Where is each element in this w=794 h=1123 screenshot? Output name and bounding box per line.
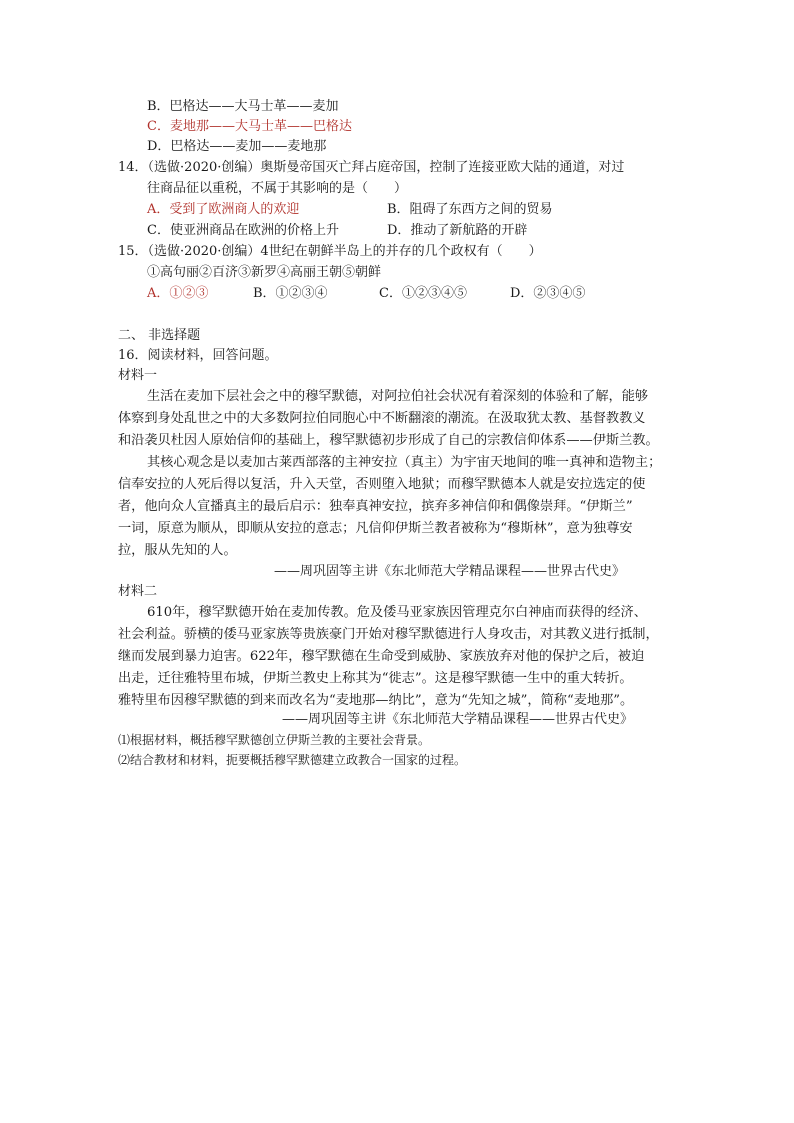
material-2-line: 继而发展到暴力迫害。622年，穆罕默德在生命受到威胁、家族放弃对他的保护之后，被迫 xyxy=(118,649,645,664)
q14-stem-line1: 14．（选做·2020·创编）奥斯曼帝国灭亡拜占庭帝国，控制了连接亚欧大陆的通道，对过 xyxy=(118,160,625,175)
material-1-title: 材料一 xyxy=(118,368,158,383)
q15-option-b: B．①②③④ xyxy=(253,286,328,301)
material-1-line: 其核心观念是以麦加古莱西部落的主神安拉（真主）为宇宙天地间的唯一真神和造物主； xyxy=(147,455,662,470)
q14-option-d: D．推动了新航路的开辟 xyxy=(387,223,528,238)
q16-stem: 16．阅读材料，回答问题。 xyxy=(118,348,278,363)
material-1-line: 生活在麦加下层社会之中的穆罕默德，对阿拉伯社会状况有着深刻的体验和了解，能够 xyxy=(147,389,649,404)
material-2-line: 出走，迁往雅特里布城，伊斯兰教史上称其为“徙志”。这是穆罕默德一生中的重大转折。 xyxy=(118,671,633,686)
material-1-line: 和沿袭贝杜因人原始信仰的基础上，穆罕默德初步形成了自己的宗教信仰体系——伊斯兰教。 xyxy=(118,433,659,448)
material-2-line: 社会利益。骄横的倭马亚家族等贵族豪门开始对穆罕默德进行人身攻击，对其教义进行抵制， xyxy=(118,627,659,642)
material-1-line: 一词，原意为顺从，即顺从安拉的意志；凡信仰伊斯兰教者被称为“穆斯林”，意为独尊安 xyxy=(118,521,633,536)
material-2-line: 610年，穆罕默德开始在麦加传教。危及倭马亚家族因管理克尔白神庙而获得的经济、 xyxy=(147,605,647,620)
material-1-source: ——周巩固等主讲《东北师范大学精品课程——世界古代史》 xyxy=(274,564,626,579)
material-1-line: 者，他向众人宣播真主的最后启示：独奉真神安拉，摈弃多神信仰和偶像崇拜。“伊斯兰” xyxy=(118,499,633,514)
section-heading: 二、 非选择题 xyxy=(118,328,201,343)
material-2-line: 雅特里布因穆罕默德的到来而改名为“麦地那—纳比”，意为“先知之城”，简称“麦地那”。 xyxy=(118,693,634,708)
q15-items: ①高句丽②百济③新罗④高丽王朝⑤朝鲜 xyxy=(147,265,382,280)
material-1-line: 体察到身处乱世之中的大多数阿拉伯同胞心中不断翻滚的潮流。在汲取犹太教、基督教教义 xyxy=(118,411,646,426)
q13-option-d: D．巴格达——麦加——麦地那 xyxy=(147,139,327,154)
q15-stem: 15．（选做·2020·创编）4世纪在朝鲜半岛上的并存的几个政权有（ ） xyxy=(118,244,542,259)
material-2-title: 材料二 xyxy=(118,584,158,599)
q14-option-b: B．阻碍了东西方之间的贸易 xyxy=(387,202,553,217)
q14-option-a: A．受到了欧洲商人的欢迎 xyxy=(147,202,300,217)
q15-option-d: D．②③④⑤ xyxy=(510,286,586,301)
q13-option-c: C．麦地那——大马士革——巴格达 xyxy=(147,119,352,134)
material-2-source: ——周巩固等主讲《东北师范大学精品课程——世界古代史》 xyxy=(282,712,634,727)
q15-option-a: A．①②③ xyxy=(147,286,209,301)
q13-option-b: B．巴格达——大马士革——麦加 xyxy=(147,99,339,114)
sub-question-1: ⑴根据材料，概括穆罕默德创立伊斯兰教的主要社会背景。 xyxy=(118,733,431,747)
sub-question-2: ⑵结合教材和材料，扼要概括穆罕默德建立政教合一国家的过程。 xyxy=(118,753,467,767)
q15-option-c: C．①②③④⑤ xyxy=(379,286,467,301)
material-1-line: 信奉安拉的人死后得以复活，升入天堂，否则堕入地狱；而穆罕默德本人就是安拉选定的使 xyxy=(118,477,646,492)
material-1-line: 拉，服从先知的人。 xyxy=(118,543,237,558)
q14-stem-line2: 往商品征以重税，不属于其影响的是（ ） xyxy=(147,181,408,196)
q14-option-c: C．使亚洲商品在欧洲的价格上升 xyxy=(147,223,339,238)
